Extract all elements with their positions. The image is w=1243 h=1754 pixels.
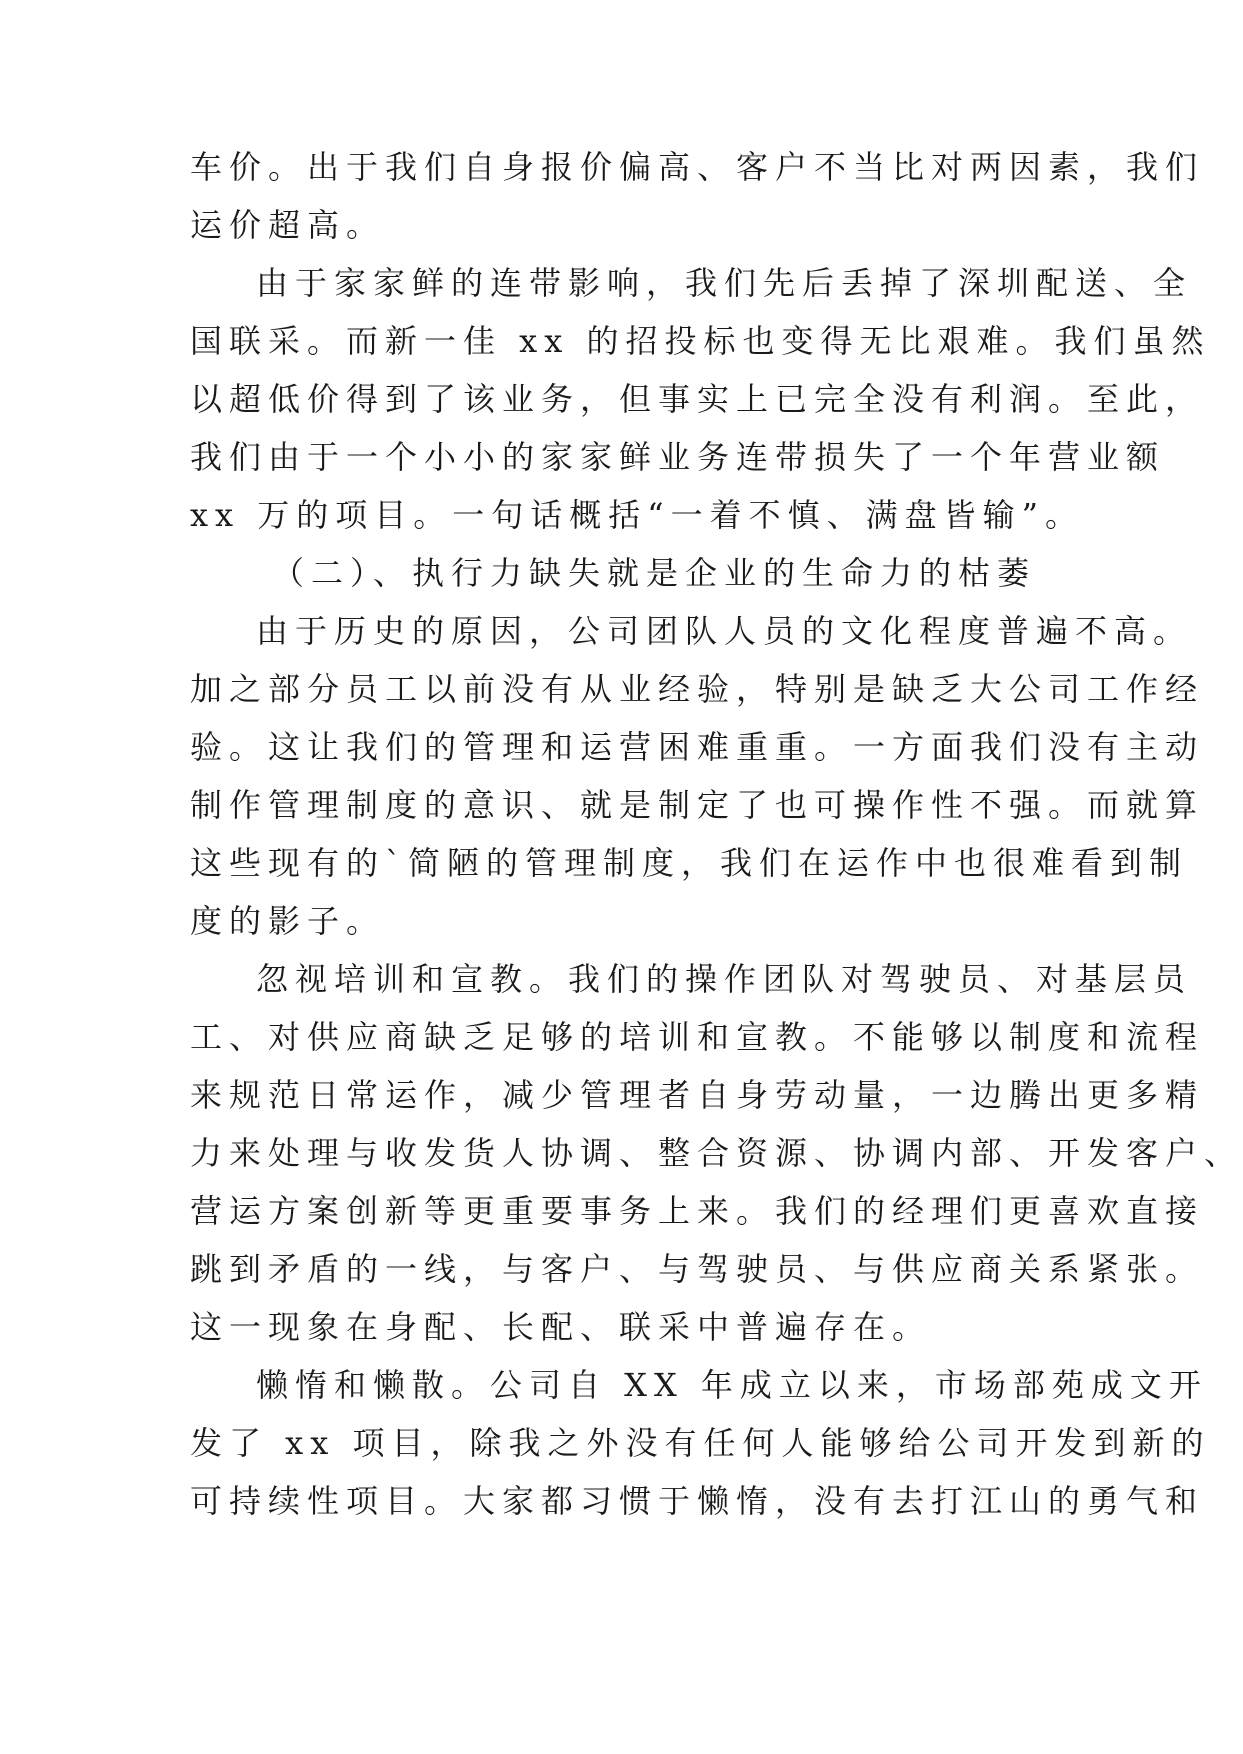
text-line: 这些现有的`简陋的管理制度，我们在运作中也很难看到制 (190, 844, 1189, 882)
text-line: 我们由于一个小小的家家鲜业务连带损失了一个年营业额 (190, 438, 1166, 476)
text-line: 跳到矛盾的一线，与客户、与驾驶员、与供应商关系紧张。 (190, 1250, 1205, 1288)
text-line: 由于历史的原因，公司团队人员的文化程度普遍不高。 (256, 612, 1193, 650)
section-heading (190, 544, 1070, 602)
text-line: 工、对供应商缺乏足够的培训和宣教。不能够以制度和流程 (190, 1018, 1205, 1056)
text-line: 营运方案创新等更重要事务上来。我们的经理们更喜欢直接 (190, 1192, 1205, 1230)
text-line: 可持续性项目。大家都习惯于懒惰，没有去打江山的勇气和 (190, 1482, 1205, 1520)
text-line: 国联采。而新一佳 xx 的招投标也变得无比艰难。我们虽然 (190, 322, 1211, 360)
text-line: 度的影子。 (190, 902, 386, 940)
paragraph-2 (190, 254, 1211, 544)
text-line: 忽视培训和宣教。我们的操作团队对驾驶员、对基层员 (256, 960, 1193, 998)
text-line: 运价超高。 (190, 206, 386, 244)
text-line: 力来处理与收发货人协调、整合资源、协调内部、开发客户、 (190, 1134, 1243, 1172)
text-line: 懒惰和懒散。公司自 XX 年成立以来，市场部苑成文开 (256, 1366, 1208, 1404)
paragraph-4 (190, 950, 1243, 1356)
text-line: 由于家家鲜的连带影响，我们先后丢掉了深圳配送、全 (256, 264, 1193, 302)
text-line: 这一现象在身配、长配、联采中普遍存在。 (190, 1308, 932, 1346)
paragraph-3 (190, 602, 1205, 950)
text-line: 制作管理制度的意识、就是制定了也可操作性不强。而就算 (190, 786, 1205, 824)
text-line: 以超低价得到了该业务，但事实上已完全没有利润。至此， (190, 380, 1205, 418)
text-line: 发了 xx 项目，除我之外没有任何人能够给公司开发到新的 (190, 1424, 1211, 1462)
text-line: 来规范日常运作，减少管理者自身劳动量，一边腾出更多精 (190, 1076, 1205, 1114)
paragraph-5 (190, 1356, 1211, 1530)
paragraph-1 (190, 138, 1205, 254)
text-line: xx 万的项目。一句话概括“一着不慎、满盘皆输”。 (190, 496, 1084, 534)
document-page (190, 138, 1243, 1530)
text-line: 验。这让我们的管理和运营困难重重。一方面我们没有主动 (190, 728, 1205, 766)
text-line: 车价。出于我们自身报价偏高、客户不当比对两因素，我们 (190, 148, 1205, 186)
heading-line: （二）、执行力缺失就是企业的生命力的枯萎 (272, 554, 1037, 592)
text-line: 加之部分员工以前没有从业经验，特别是缺乏大公司工作经 (190, 670, 1205, 708)
